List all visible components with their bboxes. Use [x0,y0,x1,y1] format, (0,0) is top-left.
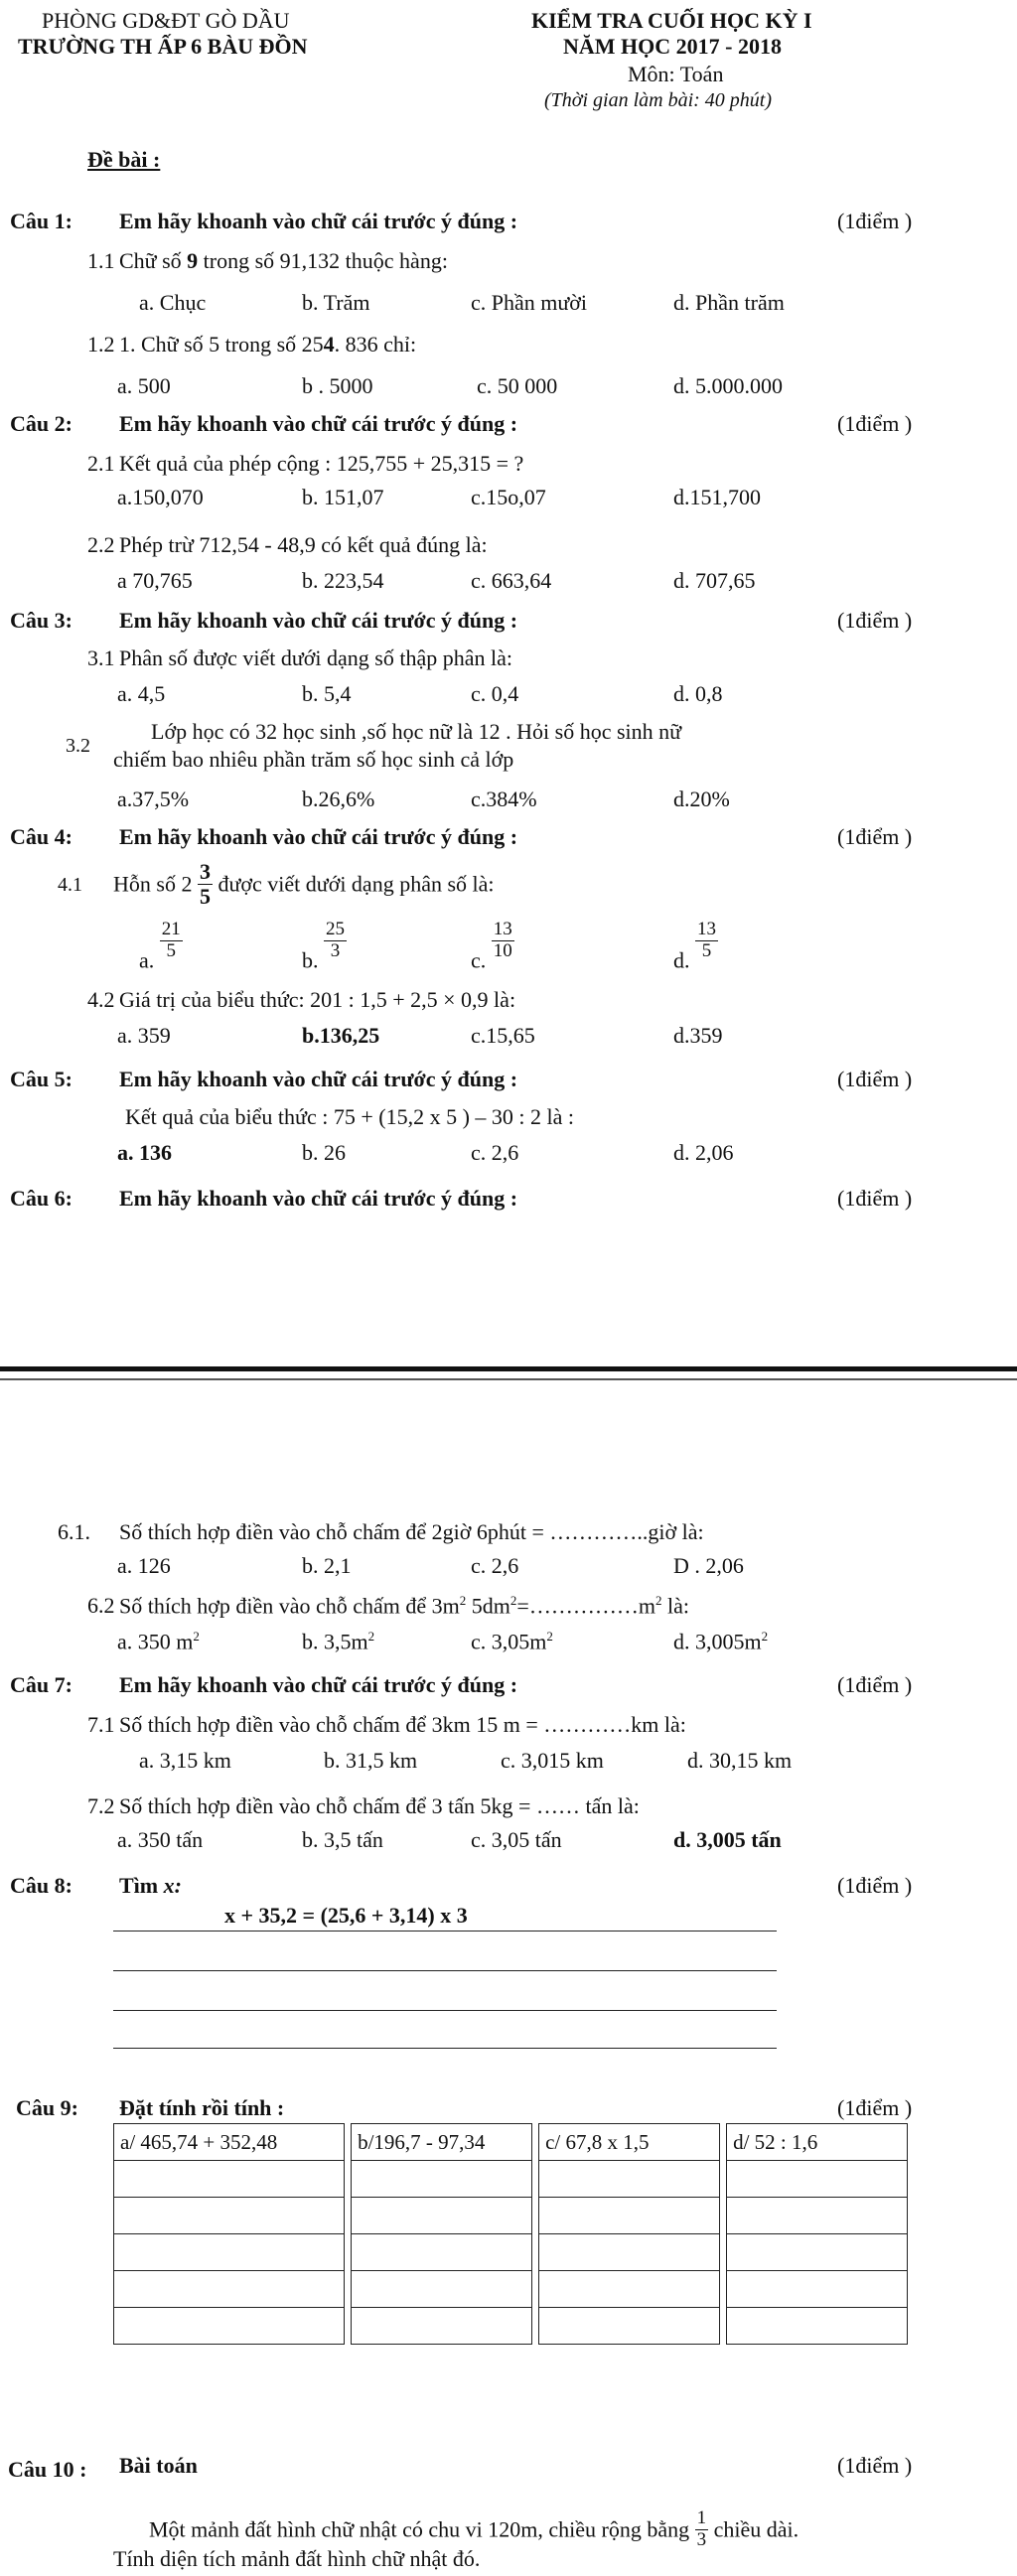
q4-1-mixed-fraction: $\frac{3}{5}$ [199,859,211,910]
page-break-line-top [0,1366,1017,1371]
q2-2-option-b[interactable]: b. 223,54 [302,568,384,593]
q4-1-number: 4.1 [58,874,82,896]
q2-1-option-d[interactable]: d.151,700 [673,485,761,509]
q9-cell-d: d/ 52 : 1,6 [727,2124,908,2161]
q3-2-option-d[interactable]: d.20% [673,787,730,811]
q6-1-option-c[interactable]: c. 2,6 [471,1553,519,1578]
q10-fraction: $\frac{1}{3}$ [696,2507,707,2550]
q8-title: Tìm x: [119,1873,182,1898]
q2-2-question: Phép trừ 712,54 - 48,9 có kết quả đúng là: [119,532,488,557]
q9-work-row[interactable] [114,2308,908,2345]
q1-1-option-a[interactable]: a. Chục [139,290,207,315]
q6-1-number: 6.1. [58,1519,90,1544]
q4-2-option-a[interactable]: a. 359 [117,1023,171,1048]
header-time: (Thời gian làm bài: 40 phút) [544,89,773,111]
q1-1-question: Chữ số 9 trong số 91,132 thuộc hàng: [119,248,448,273]
q8-answer-line-3[interactable] [113,2010,777,2011]
q3-2-option-c[interactable]: c.384% [471,787,537,811]
q6-score: (1điểm ) [837,1186,913,1211]
q7-1-option-d[interactable]: d. 30,15 km [687,1748,793,1773]
q8-equation: x + 35,2 = (25,6 + 3,14) x 3 [224,1903,468,1928]
q4-1-option-a[interactable]: a. $\frac{21}{5}$ [139,919,181,973]
section-heading: Đề bài : [87,147,161,172]
q9-label: Câu 9: [16,2095,78,2120]
q6-1-option-d[interactable]: D . 2,06 [673,1553,744,1578]
q4-2-option-b[interactable]: b.136,25 [302,1023,380,1048]
q1-instruction: Em hãy khoanh vào chữ cái trước ý đúng : [119,209,518,233]
q9-calculation-table [113,2123,908,2345]
q4-1-option-d[interactable]: d. $\frac{13}{5}$ [673,919,716,973]
q5-instruction: Em hãy khoanh vào chữ cái trước ý đúng : [119,1067,518,1091]
q1-label: Câu 1: [10,209,73,233]
q7-2-option-a[interactable]: a. 350 tấn [117,1827,204,1852]
q7-label: Câu 7: [10,1672,73,1697]
q8-label: Câu 8: [10,1873,73,1898]
q2-2-option-d[interactable]: d. 707,65 [673,568,756,593]
header-school: TRƯỜNG TH ẤP 6 BÀU ĐỒN [18,34,308,59]
q6-2-number: 6.2 [87,1593,115,1618]
q1-2-option-d[interactable]: d. 5.000.000 [673,373,783,398]
q1-1-number: 1.1 [87,248,115,273]
q8-answer-line-1[interactable] [113,1931,777,1932]
q7-1-option-c[interactable]: c. 3,015 km [501,1748,604,1773]
q7-1-option-a[interactable]: a. 3,15 km [139,1748,231,1773]
q8-answer-line-2[interactable] [113,1970,777,1971]
q1-score: (1điểm ) [837,209,913,233]
q7-2-question: Số thích hợp điền vào chỗ chấm để 3 tấn 5kg = …… tấn là: [119,1793,640,1818]
q6-2-option-a[interactable]: a. 350 $m^2$ [117,1629,200,1654]
q1-2-option-a[interactable]: a. 500 [117,373,171,398]
q9-cell-c: c/ 67,8 x 1,5 [539,2124,720,2161]
q2-label: Câu 2: [10,411,73,436]
q3-2-question-line1: Lớp học có 32 học sinh ,số học nữ là 12 . Hỏi số học sinh nữ [151,719,682,744]
q6-instruction: Em hãy khoanh vào chữ cái trước ý đúng : [119,1186,518,1211]
q2-2-option-c[interactable]: c. 663,64 [471,568,552,593]
q4-instruction: Em hãy khoanh vào chữ cái trước ý đúng : [119,824,518,849]
q7-2-option-b[interactable]: b. 3,5 tấn [302,1827,383,1852]
q9-work-row[interactable] [114,2271,908,2308]
q9-work-row[interactable] [114,2198,908,2234]
header-department: PHÒNG GD&ĐT GÒ DẦU [42,8,290,33]
q2-instruction: Em hãy khoanh vào chữ cái trước ý đúng : [119,411,518,436]
q4-score: (1điểm ) [837,824,913,849]
q7-instruction: Em hãy khoanh vào chữ cái trước ý đúng : [119,1672,518,1697]
q4-2-option-c[interactable]: c.15,65 [471,1023,535,1048]
q4-label: Câu 4: [10,824,73,849]
q5-option-b[interactable]: b. 26 [302,1140,346,1165]
page-break-line-bottom [0,1378,1017,1380]
q3-2-question-line2: chiếm bao nhiêu phần trăm số học sinh cả lớp [113,747,514,772]
q6-label: Câu 6: [10,1186,73,1211]
q5-option-c[interactable]: c. 2,6 [471,1140,519,1165]
q6-1-option-a[interactable]: a. 126 [117,1553,171,1578]
q6-2-option-b[interactable]: b. $3,5m^2$ [302,1629,375,1654]
q9-cell-a: a/ 465,74 + 352,48 [114,2124,345,2161]
q3-1-number: 3.1 [87,645,115,670]
q2-1-number: 2.1 [87,451,115,476]
q1-2-question: 1. Chữ số 5 trong số 254. 836 chỉ: [119,332,417,357]
q3-label: Câu 3: [10,608,73,633]
q1-1-option-c[interactable]: c. Phần mười [471,290,588,315]
q9-work-row[interactable] [114,2161,908,2198]
q4-1-option-b[interactable]: b. $\frac{25}{3}$ [302,919,345,973]
q2-2-option-a[interactable]: a 70,765 [117,568,193,593]
q6-1-question: Số thích hợp điền vào chỗ chấm để 2giờ 6phút = …………..giờ là: [119,1519,704,1544]
q9-score: (1điểm ) [837,2095,913,2120]
q4-2-question: Giá trị của biểu thức: 201 : 1,5 + 2,5 × 0,9 là: [119,987,516,1012]
q2-1-option-b[interactable]: b. 151,07 [302,485,384,509]
q6-2-option-c[interactable]: c. $3,05m^2$ [471,1629,553,1654]
header-exam-title: KIỂM TRA CUỐI HỌC KỲ I [531,8,812,33]
q4-1-option-c[interactable]: c. $\frac{13}{10}$ [471,919,512,973]
q3-2-number: 3.2 [66,735,90,757]
q5-label: Câu 5: [10,1067,73,1091]
q3-1-option-d[interactable]: d. 0,8 [673,681,723,706]
q3-1-option-c[interactable]: c. 0,4 [471,681,519,706]
q7-2-option-c[interactable]: c. 3,05 tấn [471,1827,562,1852]
q7-2-option-d[interactable]: d. 3,005 tấn [673,1827,782,1852]
q9-header-row [114,2124,908,2161]
q9-gap [344,2124,351,2161]
q10-title: Bài toán [119,2453,198,2478]
q4-1-question: Hỗn số 2 $\frac{3}{5}$ được viết dưới dạng phân số là: [113,859,495,910]
q7-1-question: Số thích hợp điền vào chỗ chấm để 3km 15 m = …………km là: [119,1712,686,1737]
q3-score: (1điểm ) [837,608,913,633]
q5-question: Kết quả của biểu thức : 75 + (15,2 x 5 ) – 30 : 2 là : [125,1104,575,1129]
header-subject: Môn: Toán [628,62,724,86]
q5-option-a[interactable]: a. 136 [117,1140,172,1165]
q5-option-d[interactable]: d. 2,06 [673,1140,734,1165]
q9-gap [531,2124,538,2161]
q6-2-question: Số thích hợp điền vào chỗ chấm để $3m^2$ $5dm^2=\dots\dots\dots\dots\dots m^2$ là: [119,1593,689,1619]
q5-score: (1điểm ) [837,1067,913,1091]
q3-instruction: Em hãy khoanh vào chữ cái trước ý đúng : [119,608,518,633]
q3-2-option-a[interactable]: a.37,5% [117,787,190,811]
q3-1-option-b[interactable]: b. 5,4 [302,681,352,706]
q3-1-option-a[interactable]: a. 4,5 [117,681,166,706]
q10-problem-line2: Tính diện tích mảnh đất hình chữ nhật đó. [113,2546,481,2571]
q3-2-option-b[interactable]: b.26,6% [302,787,375,811]
q7-1-number: 7.1 [87,1712,115,1737]
q4-2-number: 4.2 [87,987,115,1012]
header-school-year: NĂM HỌC 2017 - 2018 [563,34,782,59]
q2-1-question: Kết quả của phép cộng : 125,755 + 25,315 = ? [119,451,524,476]
q9-gap [719,2124,726,2161]
q6-1-option-b[interactable]: b. 2,1 [302,1553,352,1578]
q7-score: (1điểm ) [837,1672,913,1697]
q7-2-number: 7.2 [87,1793,115,1818]
q7-1-option-b[interactable]: b. 31,5 km [324,1748,418,1773]
q10-label: Câu 10 : [8,2457,87,2482]
q2-2-number: 2.2 [87,532,115,557]
q1-1-option-d[interactable]: d. Phần trăm [673,290,785,315]
q2-1-option-c[interactable]: c.15o,07 [471,485,546,509]
q9-title: Đặt tính rồi tính : [119,2095,285,2120]
q3-1-question: Phân số được viết dưới dạng số thập phân là: [119,645,512,670]
q1-2-option-c[interactable]: c. 50 000 [477,373,558,398]
q2-1-option-a[interactable]: a.150,070 [117,485,204,509]
q8-score: (1điểm ) [837,1873,913,1898]
q9-work-row[interactable] [114,2234,908,2271]
q8-answer-line-4[interactable] [113,2048,777,2049]
q1-2-number: 1.2 [87,332,115,357]
q4-2-option-d[interactable]: d.359 [673,1023,723,1048]
q6-2-option-d[interactable]: d. $3,005m^2$ [673,1629,769,1654]
q10-problem-line1: Một mảnh đất hình chữ nhật có chu vi 120m, chiều rộng bằng $\frac{1}{3}$ chiều dài. [149,2507,799,2550]
q10-score: (1điểm ) [837,2453,913,2478]
q9-cell-b: b/196,7 - 97,34 [352,2124,532,2161]
q2-score: (1điểm ) [837,411,913,436]
q1-1-option-b[interactable]: b. Trăm [302,290,370,315]
q1-2-option-b[interactable]: b . 5000 [302,373,373,398]
